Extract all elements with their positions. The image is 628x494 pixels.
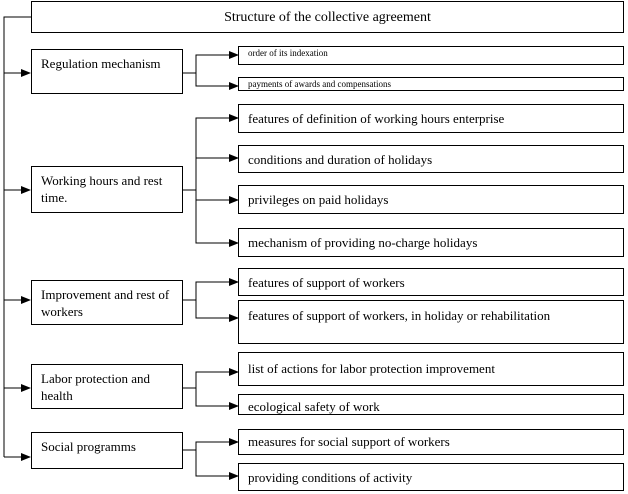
item-support-in-holiday-rehabilitation: features of support of workers, in holiday or rehabilitation [238,300,624,344]
item-privileges-paid-holidays: privileges on paid holidays [238,185,624,214]
item-payments-of-awards: payments of awards and compensations [238,77,624,91]
item-conditions-duration-holidays: conditions and duration of holidays [238,145,624,173]
item-support-of-workers: features of support of workers [238,268,624,296]
item-social-support-measures: measures for social support of workers [238,429,624,455]
item-no-charge-holidays: mechanism of providing no-charge holidays [238,228,624,257]
item-order-of-indexation: order of its indexation [238,46,624,65]
item-conditions-of-activity: providing conditions of activity [238,463,624,491]
item-labor-protection-actions: list of actions for labor protection improvement [238,352,624,386]
category-regulation-mechanism: Regulation mechanism [31,49,183,94]
category-labor-protection: Labor protection and health [31,364,183,409]
item-ecological-safety: ecological safety of work [238,394,624,415]
category-social-programms: Social programms [31,432,183,469]
category-improvement: Improvement and rest of workers [31,280,183,325]
category-working-hours: Working hours and rest time. [31,166,183,213]
diagram-title: Structure of the collective agreement [31,1,624,33]
item-definition-of-working-hours: features of definition of working hours enterprise [238,104,624,133]
